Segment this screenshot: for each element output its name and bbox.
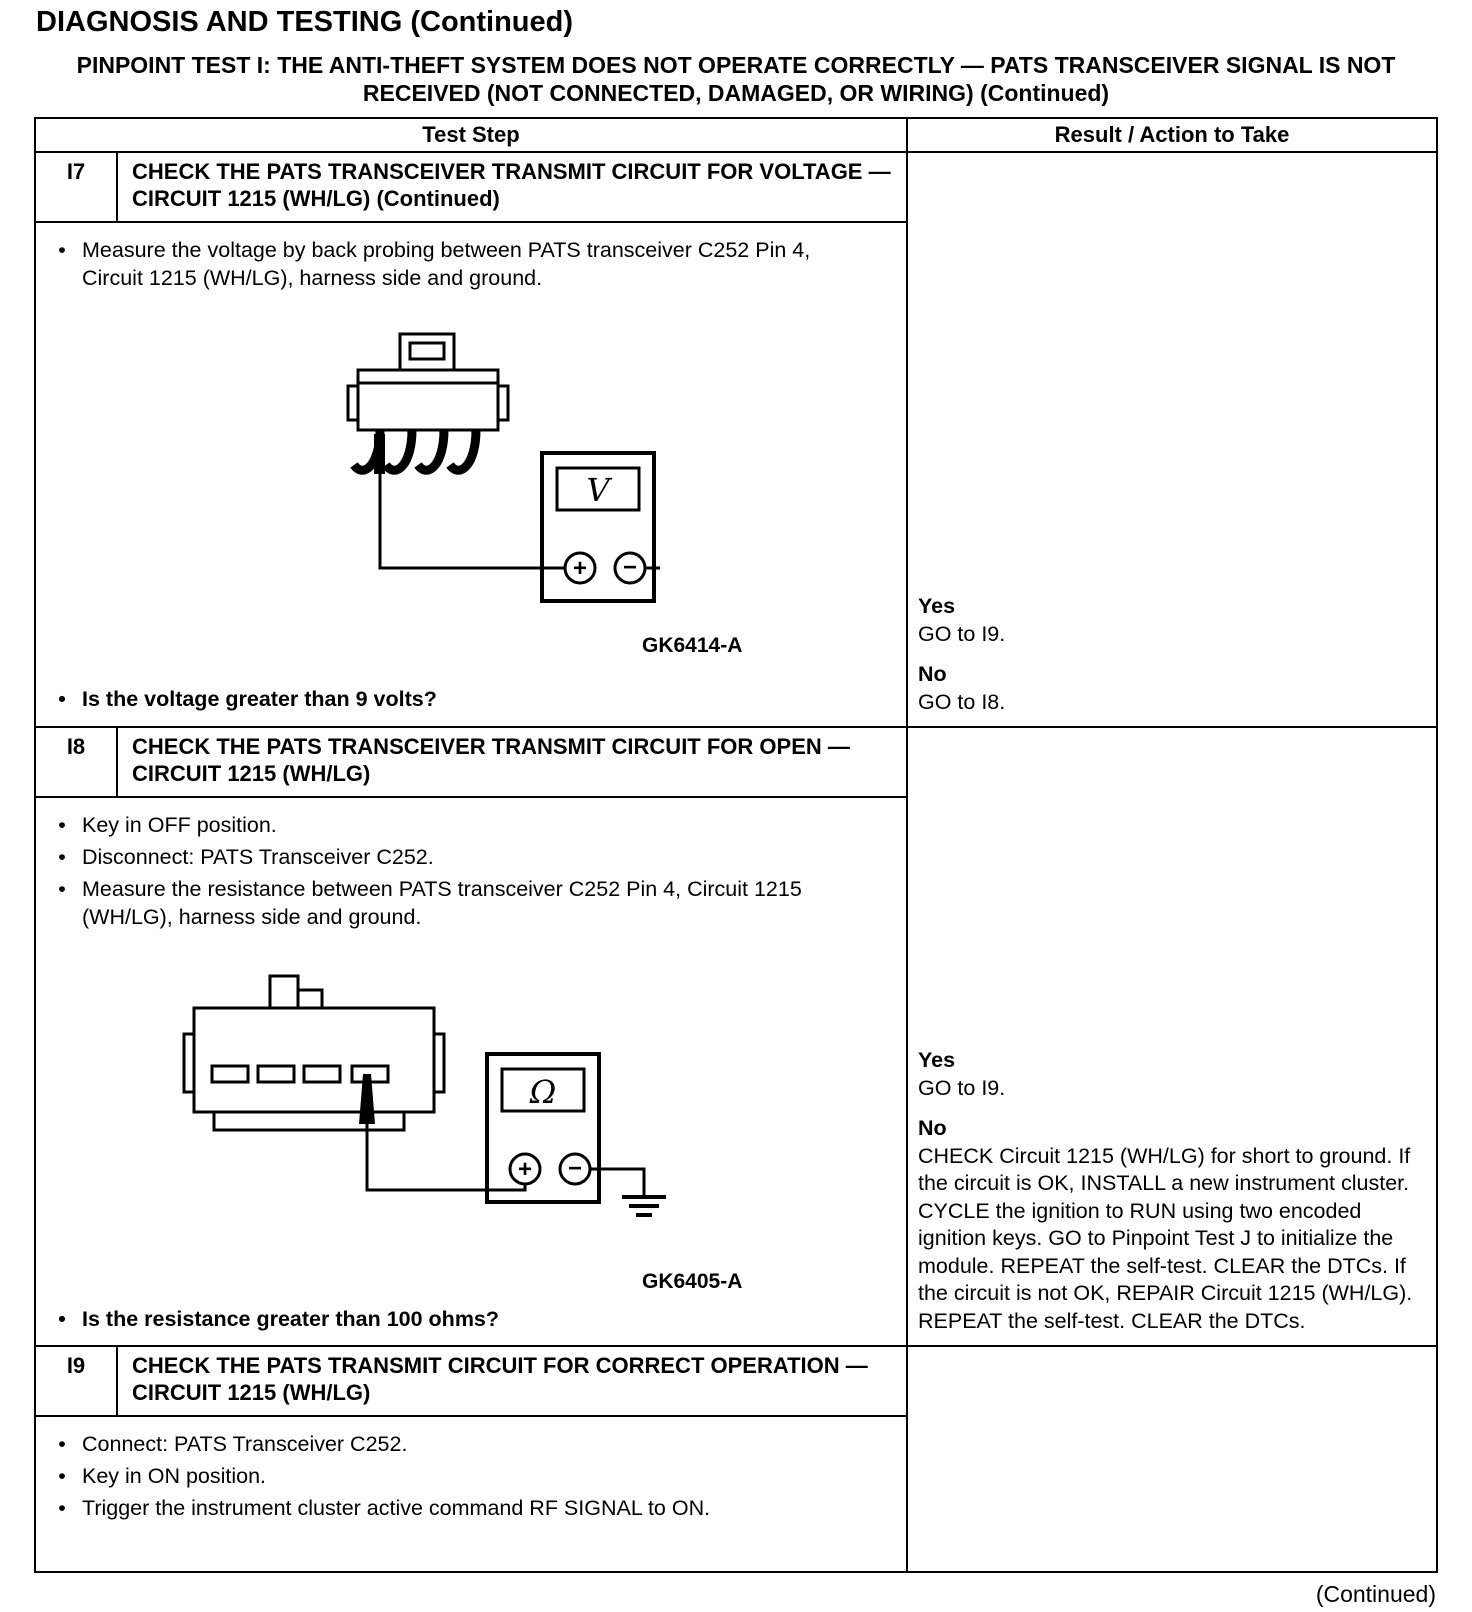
test-step-cell <box>36 153 908 726</box>
result-cell-empty <box>908 1347 1436 1571</box>
result-cell <box>908 153 1436 726</box>
step-title: CHECK THE PATS TRANSMIT CIRCUIT FOR CORRECT OPERATION — CIRCUIT 1215 (WH/LG) <box>132 1353 868 1406</box>
step-question <box>42 686 898 714</box>
bullet-icon: • <box>58 687 66 712</box>
plus-label: + <box>517 1155 533 1183</box>
figure-label: GK6414-A <box>642 633 743 657</box>
instruction-text: Measure the resistance between PATS transceiver C252 Pin 4, Circuit 1215 (WH/LG), harness side and ground. <box>82 876 802 929</box>
instruction-text: Key in ON position. <box>82 1464 267 1489</box>
plus-label: + <box>572 554 588 582</box>
figure-label: GK6405-A <box>642 1269 743 1293</box>
test-step-cell <box>36 728 908 1345</box>
step-instruction <box>42 812 898 840</box>
voltmeter-circuit-diagram <box>330 331 660 626</box>
page-title: DIAGNOSIS AND TESTING (Continued) <box>36 6 574 38</box>
step-question <box>42 1306 898 1334</box>
verdict-yes: Yes <box>918 1048 956 1073</box>
test-step-row-i8 <box>36 728 1436 1347</box>
pats-connector-icon <box>184 976 444 1130</box>
result-cell <box>908 728 1436 1345</box>
verdict-yes: Yes <box>918 594 956 619</box>
meter-symbol-ohm: Ω <box>529 1072 557 1111</box>
step-instruction <box>42 237 898 293</box>
step-body <box>36 1417 906 1571</box>
table-header-row <box>36 119 1436 153</box>
minus-label: − <box>622 553 638 581</box>
bullet-icon: • <box>58 1432 66 1457</box>
step-header <box>36 153 906 223</box>
column-header-test-step: Test Step <box>36 119 908 151</box>
instruction-text: Disconnect: PATS Transceiver C252. <box>82 844 434 869</box>
instruction-text: Measure the voltage by back probing between PATS transceiver C252 Pin 4, Circuit 1215 (WH/LG), harness side and ground. <box>82 237 811 290</box>
step-id: I9 <box>36 1347 118 1415</box>
step-instruction <box>42 876 898 932</box>
multimeter-icon <box>380 453 660 601</box>
question-text: Is the voltage greater than 9 volts? <box>82 687 437 712</box>
verdict-no: No <box>918 662 947 687</box>
instruction-text: Key in OFF position. <box>82 812 277 837</box>
minus-label: − <box>567 1154 583 1182</box>
step-instruction <box>42 844 898 872</box>
ohmmeter-circuit-diagram <box>182 962 682 1262</box>
step-body <box>36 798 906 1346</box>
step-body <box>36 223 906 726</box>
step-header <box>36 1347 906 1417</box>
bullet-icon: • <box>58 1495 66 1520</box>
step-title: CHECK THE PATS TRANSCEIVER TRANSMIT CIRCUIT FOR OPEN — CIRCUIT 1215 (WH/LG) <box>132 734 850 786</box>
step-instruction <box>42 1463 898 1491</box>
footer-continued: (Continued) <box>1315 1581 1436 1608</box>
pats-connector-icon <box>348 334 508 470</box>
test-step-cell <box>36 1347 908 1571</box>
step-title: CHECK THE PATS TRANSCEIVER TRANSMIT CIRCUIT FOR VOLTAGE — CIRCUIT 1215 (WH/LG) (Continued) <box>132 159 891 211</box>
instruction-text: Connect: PATS Transceiver C252. <box>82 1432 408 1457</box>
bullet-icon: • <box>58 844 66 869</box>
step-instruction <box>42 1431 898 1459</box>
action-text: GO to I8. <box>918 689 1006 714</box>
bullet-icon: • <box>58 237 66 262</box>
ground-symbol-icon <box>622 1197 666 1215</box>
verdict-no: No <box>918 1116 947 1141</box>
action-text: CHECK Circuit 1215 (WH/LG) for short to ground. If the circuit is OK, INSTALL a new instrument cluster. <box>918 1143 1411 1196</box>
pinpoint-test-heading: PINPOINT TEST I: THE ANTI-THEFT SYSTEM DOES NOT OPERATE CORRECTLY — PATS TRANSCEIVER SIGNAL IS NOT RECEIVED (NOT CONNECTED, DAMAGED, OR WIRING) (Continued) <box>76 52 1396 107</box>
action-text: CYCLE the ignition to RUN using two encoded ignition keys. GO to Pinpoint Test J to initialize the module. REPEAT the self-test. CLEAR the DTCs. If the circuit is not OK, REPAIR Circuit 1215 (WH/LG). REPEAT the self-test. CLEAR the DTCs. <box>918 1198 1413 1333</box>
question-text: Is the resistance greater than 100 ohms? <box>82 1306 500 1331</box>
ohmmeter-diagram <box>182 962 898 1268</box>
action-text: GO to I9. <box>918 621 1006 646</box>
test-step-row-i9 <box>36 1347 1436 1571</box>
pinpoint-test-table <box>34 117 1438 1573</box>
voltmeter-diagram <box>330 331 898 632</box>
multimeter-icon <box>367 1054 644 1202</box>
step-id: I8 <box>36 728 118 796</box>
action-text: GO to I9. <box>918 1075 1006 1100</box>
meter-symbol-v: V <box>586 470 610 509</box>
bullet-icon: • <box>58 812 66 837</box>
step-id: I7 <box>36 153 118 221</box>
bullet-icon: • <box>58 1306 66 1331</box>
bullet-icon: • <box>58 1464 66 1489</box>
step-instruction <box>42 1495 898 1523</box>
instruction-text: Trigger the instrument cluster active command RF SIGNAL to ON. <box>82 1495 711 1520</box>
test-probe-icon <box>374 434 385 474</box>
bullet-icon: • <box>58 876 66 901</box>
step-header <box>36 728 906 798</box>
test-step-row-i7 <box>36 153 1436 728</box>
column-header-result: Result / Action to Take <box>1054 122 1290 148</box>
